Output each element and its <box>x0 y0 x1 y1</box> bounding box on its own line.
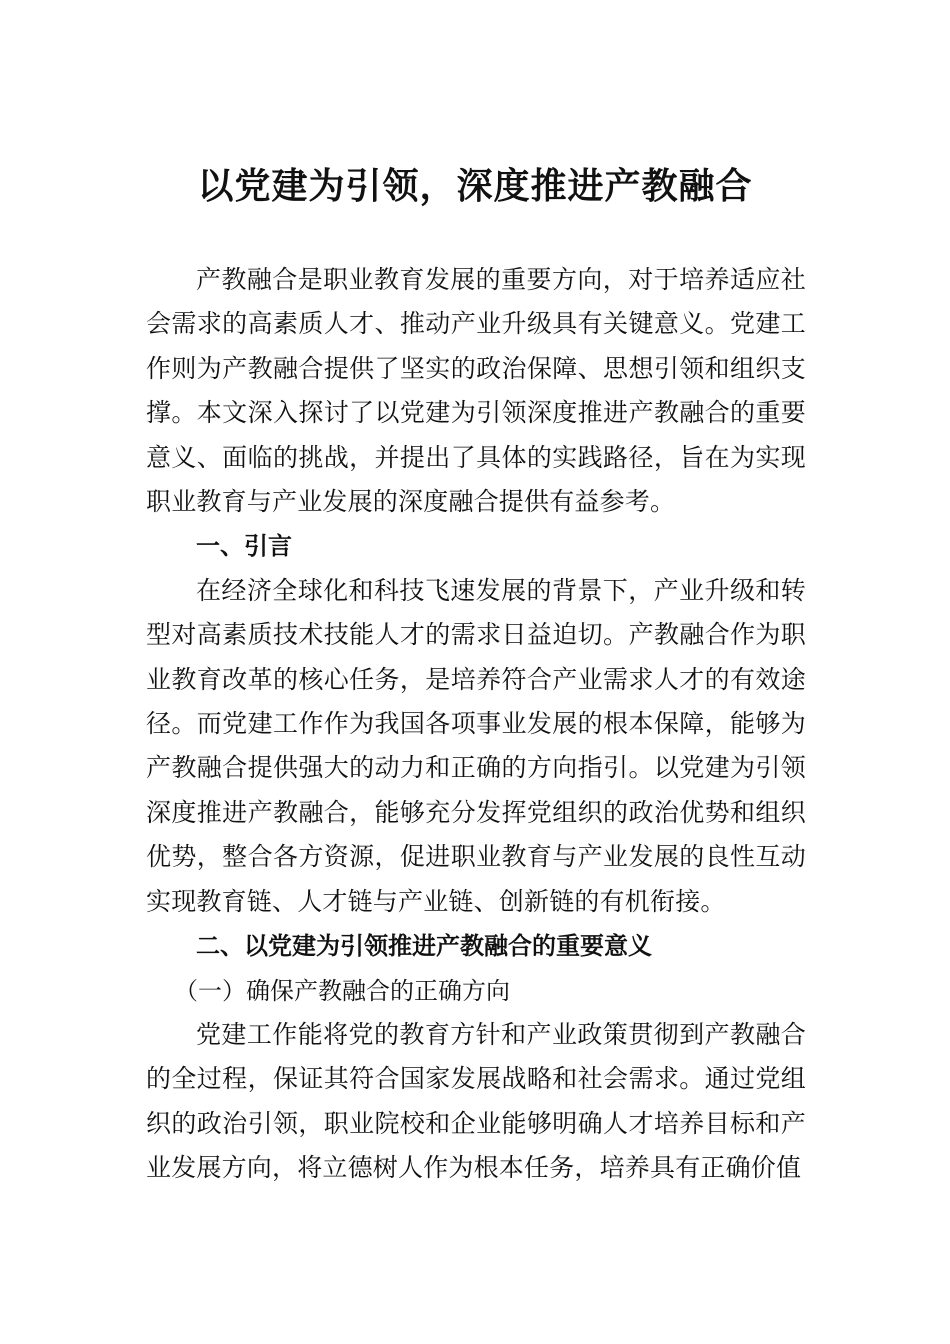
subsection-heading-direction: （一）确保产教融合的正确方向 <box>174 976 510 1005</box>
document-title: 以党建为引领，深度推进产教融合 <box>197 165 753 207</box>
introduction-paragraph: 在经济全球化和科技飞速发展的背景下，产业升级和转型对高素质技术技能人才的需求日益迫切。产教融合作为职业教育改革的核心任务，是培养符合产业需求人才的有效途径。而党建工作作为我国各项事业发展的根本保障，能够为产教融合提供强大的动力和正确的方向指引。以党建为引领深度推进产教融合，能够充分发挥党组织的政治优势和组织优势，整合各方资源，促进职业教育与产业发展的良性互动实现教育链、人才链与产业链、创新链的有机衔接。 <box>146 575 806 916</box>
document-body <box>146 258 806 1191</box>
direction-paragraph: 党建工作能将党的教育方针和产业政策贯彻到产教融合的全过程，保证其符合国家发展战略和社会需求。通过党组织的政治引领，职业院校和企业能够明确人才培养目标和产业发展方向，将立德树人作为根本任务，培养具有正确价值 <box>146 1019 806 1183</box>
section-heading-significance: 二、以党建为引领推进产教融合的重要意义 <box>196 932 652 961</box>
abstract-paragraph: 产教融合是职业教育发展的重要方向，对于培养适应社会需求的高素质人才、推动产业升级具有关键意义。党建工作则为产教融合提供了坚实的政治保障、思想引领和组织支撑。本文深入探讨了以党建为引领深度推进产教融合的重要意义、面临的挑战，并提出了具体的实践路径，旨在为实现职业教育与产业发展的深度融合提供有益参考。 <box>146 265 806 517</box>
section-heading-introduction: 一、引言 <box>196 532 292 561</box>
